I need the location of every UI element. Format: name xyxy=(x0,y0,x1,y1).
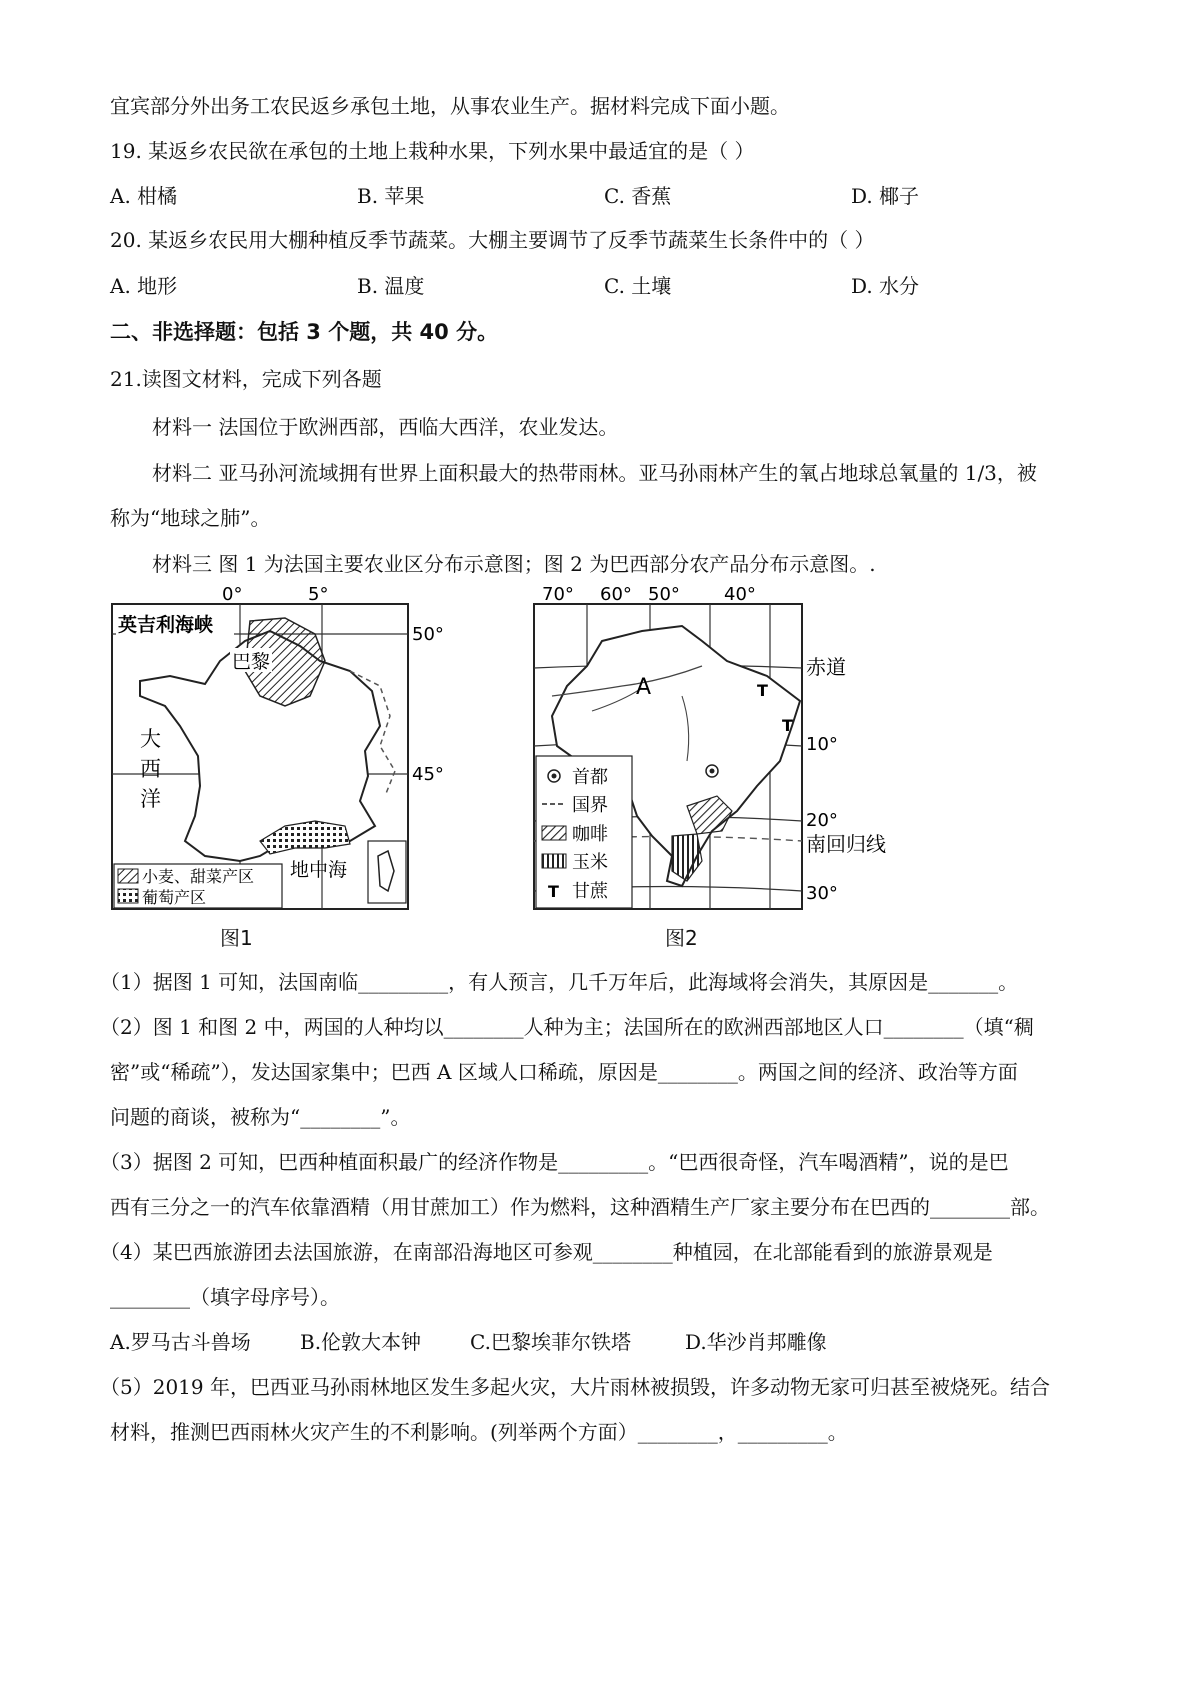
subq-4-line1: （4）某巴西旅游团去法国旅游，在南部沿海地区可参观________种植园，在北部能看到的旅游景观是 xyxy=(100,1240,993,1264)
legend-wheat: 小麦、甜菜产区 xyxy=(142,867,255,886)
subq-3-line1: （3）据图 2 可知，巴西种植面积最广的经济作物是_________。“巴西很奇怪，汽车喝酒精”，说的是巴 xyxy=(100,1150,1009,1174)
subq-1: （1）据图 1 可知，法国南临_________，有人预言，几千万年后，此海域将会消失，其原因是_______。 xyxy=(100,970,1019,994)
material-3: 材料三 图 1 为法国主要农业区分布示意图；图 2 为巴西部分农产品分布示意图。. xyxy=(152,552,876,576)
subq-4-option-c: C.巴黎埃菲尔铁塔 xyxy=(470,1330,631,1354)
material-2-line1: 材料二 亚马孙河流域拥有世界上面积最大的热带雨林。亚马孙雨林产生的氧占地球总氧量的 1/3，被 xyxy=(152,461,1037,485)
subq-4-option-a: A.罗马古斗兽场 xyxy=(110,1330,251,1354)
legend-border: 国界 xyxy=(572,795,608,816)
legend-capital: 首都 xyxy=(572,767,608,788)
label-ocean-1: 大 xyxy=(140,727,161,751)
q20-option-b: B. 温度 xyxy=(357,274,425,298)
fig2-lon-60: 60° xyxy=(600,586,632,605)
fig2-lat-20: 20° xyxy=(806,810,838,831)
label-ocean-3: 洋 xyxy=(140,787,161,811)
subq-4-line2: ________（填字母序号）。 xyxy=(110,1285,340,1309)
label-mediterranean: 地中海 xyxy=(290,859,348,881)
subq-2-line3: 问题的商谈，被称为“________”。 xyxy=(110,1105,411,1129)
q20-option-a: A. 地形 xyxy=(110,274,178,298)
figure-1-france-map xyxy=(110,586,450,916)
figure-1-caption: 图1 xyxy=(220,926,253,950)
label-ocean-2: 西 xyxy=(140,757,161,781)
fig2-lat-equator: 赤道 xyxy=(806,655,846,679)
svg-text:T: T xyxy=(548,882,559,901)
legend-coffee: 咖啡 xyxy=(572,824,608,845)
q20-stem: 20. 某返乡农民用大棚种植反季节蔬菜。大棚主要调节了反季节蔬菜生长条件中的（ ） xyxy=(110,228,875,252)
q19-option-b: B. 苹果 xyxy=(357,184,425,208)
fig1-lon-5: 5° xyxy=(308,586,329,605)
subq-3-line2: 西有三分之一的汽车依靠酒精（用甘蔗加工）作为燃料，这种酒精生产厂家主要分布在巴西的________部。 xyxy=(110,1195,1050,1219)
q19-stem: 19. 某返乡农民欲在承包的土地上栽种水果，下列水果中最适宜的是（ ） xyxy=(110,139,755,163)
q20-option-c: C. 土壤 xyxy=(604,274,672,298)
fig2-lat-tropic: 南回归线 xyxy=(806,832,886,856)
fig2-lon-50: 50° xyxy=(648,586,680,605)
label-region-a: A xyxy=(636,675,652,700)
figure-2-caption: 图2 xyxy=(665,926,698,950)
q19-option-c: C. 香蕉 xyxy=(604,184,672,208)
svg-text:T: T xyxy=(757,681,768,700)
q19-option-a: A. 柑橘 xyxy=(110,184,178,208)
q20-option-d: D. 水分 xyxy=(851,274,920,298)
q21-stem: 21.读图文材料，完成下列各题 xyxy=(110,367,382,391)
fig2-lon-70: 70° xyxy=(542,586,574,605)
legend-grape: 葡萄产区 xyxy=(142,888,207,907)
subq-4-option-b: B.伦敦大本钟 xyxy=(300,1330,422,1354)
fig2-lat-30: 30° xyxy=(806,883,838,904)
fig1-lat-50: 50° xyxy=(412,624,444,645)
fig2-lat-10: 10° xyxy=(806,734,838,755)
subq-5-line1: （5）2019 年，巴西亚马孙雨林地区发生多起火灾，大片雨林被损毁，许多动物无家可归甚至被烧死。结合 xyxy=(100,1375,1050,1399)
figure-2-brazil-map xyxy=(532,586,932,916)
subq-4-option-d: D.华沙肖邦雕像 xyxy=(685,1330,827,1354)
fig2-lon-40: 40° xyxy=(724,586,756,605)
intro-text: 宜宾部分外出务工农民返乡承包土地，从事农业生产。据材料完成下面小题。 xyxy=(110,94,790,118)
legend-sugarcane: 甘蔗 xyxy=(572,881,608,902)
section-heading: 二、非选择题：包括 3 个题，共 40 分。 xyxy=(110,320,499,344)
label-english-channel: 英吉利海峡 xyxy=(118,614,214,636)
fig1-lon-0: 0° xyxy=(222,586,243,605)
material-1: 材料一 法国位于欧洲西部，西临大西洋，农业发达。 xyxy=(152,415,619,439)
legend-corn: 玉米 xyxy=(572,852,608,873)
subq-2-line1: （2）图 1 和图 2 中，两国的人种均以________人种为主；法国所在的欧洲西部地区人口________（填“稠 xyxy=(100,1015,1034,1039)
svg-text:T: T xyxy=(782,716,793,735)
subq-5-line2: 材料，推测巴西雨林火灾产生的不利影响。(列举两个方面）________，_________。 xyxy=(110,1420,848,1444)
q19-option-d: D. 椰子 xyxy=(851,184,920,208)
fig1-lat-45: 45° xyxy=(412,764,444,785)
material-2-line2: 称为“地球之肺”。 xyxy=(110,506,271,530)
subq-2-line2: 密”或“稀疏”），发达国家集中；巴西 A 区域人口稀疏，原因是________。两国之间的经济、政治等方面 xyxy=(110,1060,1018,1084)
label-paris: 巴黎 xyxy=(232,651,271,673)
